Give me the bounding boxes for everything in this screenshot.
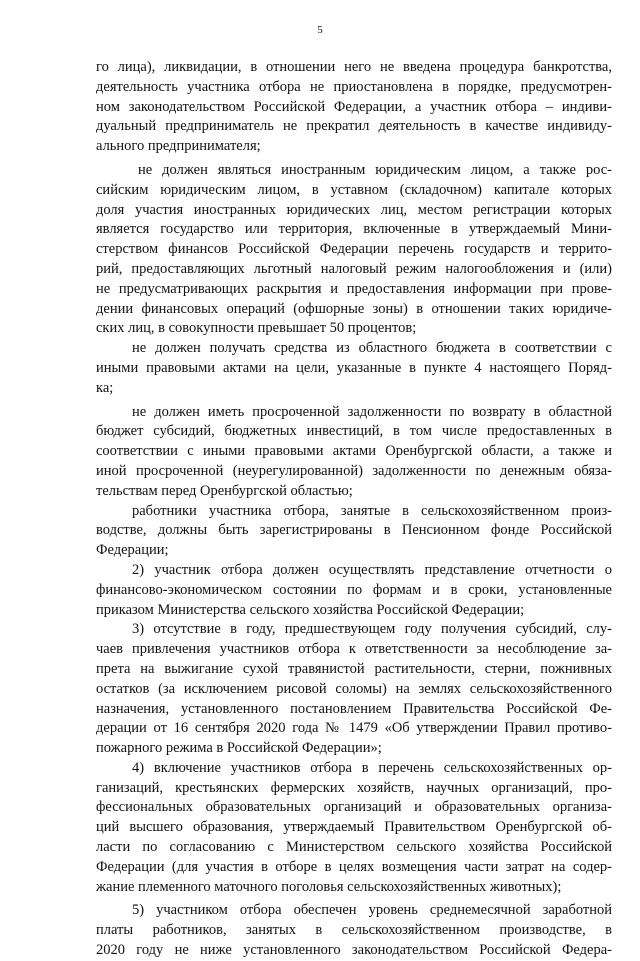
text-line: ских лиц, в совокупности превышает 50 процентов; bbox=[96, 320, 417, 337]
text-line: бюджет субсидий, бюджетных инвестиций, в том числе предоставленных в bbox=[96, 423, 612, 440]
paragraph-item-4 bbox=[96, 759, 612, 898]
text-line: является государство или территория, включенные в утверждаемый Мини- bbox=[96, 221, 612, 238]
document-body bbox=[96, 58, 612, 961]
text-line: доля участия иностранных юридических лиц, местом регистрации которых bbox=[96, 201, 612, 218]
text-line: 3) отсутствие в году, предшествующем году получения субсидий, слу- bbox=[132, 621, 612, 638]
text-line: приказом Министерства сельского хозяйства Российской Федерации; bbox=[96, 601, 525, 618]
text-line: назначения, установленного постановлением Правительства Российской Фе- bbox=[96, 700, 612, 717]
text-line: Федерации (для участия в отборе в целях возмещения части затрат на содер- bbox=[96, 858, 612, 875]
text-line: Федерации; bbox=[96, 542, 169, 559]
text-line: чаев привлечения участников отбора к ответственности за несоблюдение за- bbox=[96, 641, 612, 658]
text-line: ганизаций, крестьянских фермерских хозяйств, научных организаций, про- bbox=[96, 779, 612, 796]
paragraph-pension-fund bbox=[96, 502, 612, 561]
text-line: дении финансовых операций (офшорные зоны) в отношении таких юридиче- bbox=[96, 300, 612, 317]
text-line: ального предпринимателя; bbox=[96, 138, 261, 155]
text-line: не предусматривающих раскрытия и предоставления информации при прове- bbox=[96, 280, 612, 297]
paragraph-foreign-entity bbox=[96, 161, 612, 339]
paragraph-item-2 bbox=[96, 561, 612, 620]
text-line: сийским юридическим лицом, в уставном (складочном) капитале которых bbox=[96, 181, 612, 198]
text-line: 2020 году не ниже установленного законодательством Российской Федера- bbox=[96, 942, 612, 959]
text-line: финансово-экономическом состоянии по формам и в сроки, установленные bbox=[96, 581, 612, 598]
text-line: жание племенного маточного поголовья сельскохозяйственных животных); bbox=[96, 878, 562, 895]
text-line: соответствии с иными правовыми актами Оренбургской области, а также и bbox=[96, 443, 612, 460]
text-line: стерством финансов Российской Федерации перечень государств и террито- bbox=[96, 241, 612, 258]
text-line: не должен являться иностранным юридическим лицом, а также рос- bbox=[138, 161, 612, 178]
text-line: 4) включение участников отбора в перечень сельскохозяйственных ор- bbox=[132, 759, 612, 776]
text-line: водстве, должны быть зарегистрированы в Пенсионном фонде Российской bbox=[96, 522, 612, 539]
text-line: остатков (за исключением рисовой соломы) на землях сельскохозяйственного bbox=[96, 680, 612, 697]
paragraph-regional-budget bbox=[96, 339, 612, 398]
text-line: не должен получать средства из областного бюджета в соответствии с bbox=[132, 340, 612, 357]
text-line: ласти по согласованию с Министерством сельского хозяйства Российской bbox=[96, 839, 612, 856]
text-line: не должен иметь просроченной задолженности по возврату в областной bbox=[132, 403, 612, 420]
text-line: 5) участником отбора обеспечен уровень среднемесячной заработной bbox=[132, 902, 612, 919]
paragraph-continuation bbox=[96, 58, 612, 157]
text-line: пожарного режима в Российской Федерации»; bbox=[96, 740, 382, 757]
text-line: деятельность участника отбора не приостановлена в порядке, предусмотрен- bbox=[96, 78, 612, 95]
text-line: тельствам перед Оренбургской областью; bbox=[96, 482, 353, 499]
text-line: ном законодательством Российской Федерации, а участник отбора – индиви- bbox=[96, 98, 612, 115]
paragraph-overdue-debt bbox=[96, 403, 612, 502]
text-line: го лица), ликвидации, в отношении него не введена процедура банкротства, bbox=[96, 59, 612, 75]
paragraph-item-5 bbox=[96, 901, 612, 960]
text-line: 2) участник отбора должен осуществлять представление отчетности о bbox=[132, 561, 612, 578]
text-line: иными правовыми актами на цели, указанные в пункте 4 настоящего Поряд- bbox=[96, 359, 612, 376]
page-number: 5 bbox=[317, 24, 323, 36]
text-line: дерации от 16 сентября 2020 года № 1479 «Об утверждении Правил противо- bbox=[96, 720, 612, 737]
text-line: прета на выжигание сухой травянистой растительности, стерни, пожнивных bbox=[96, 660, 612, 677]
text-line: иной просроченной (неурегулированной) задолженности по денежным обяза- bbox=[96, 462, 612, 479]
text-line: ций высшего образования, утверждаемый Правительством Оренбургской об- bbox=[96, 819, 612, 836]
text-line: дуальный предприниматель не прекратил деятельность в качестве индивиду- bbox=[96, 118, 612, 135]
text-line: работники участника отбора, занятые в сельскохозяйственном произ- bbox=[132, 502, 612, 519]
text-line: рий, предоставляющих льготный налоговый режим налогообложения и (или) bbox=[96, 260, 612, 277]
text-line: платы работников, занятых в сельскохозяйственном производстве, в bbox=[96, 922, 612, 939]
paragraph-item-3 bbox=[96, 620, 612, 759]
text-line: ка; bbox=[96, 379, 114, 396]
text-line: фессиональных образовательных организаций и образовательных организа- bbox=[96, 799, 612, 816]
